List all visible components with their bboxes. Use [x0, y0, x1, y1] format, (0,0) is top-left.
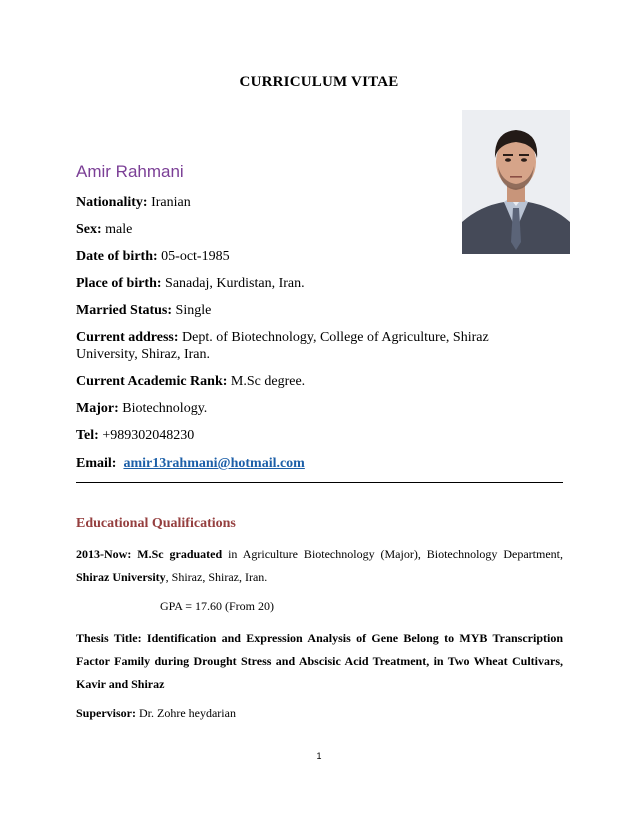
education-university: Shiraz University — [76, 570, 166, 584]
sex-row — [76, 221, 132, 238]
academic-rank-label: Current Academic Rank: — [76, 374, 228, 389]
tel-row — [76, 427, 194, 444]
email-label: Email: — [76, 456, 117, 471]
tel-label: Tel: — [76, 428, 99, 443]
education-entry — [76, 543, 563, 589]
current-address-label: Current address: — [76, 330, 179, 345]
section-divider — [76, 482, 563, 483]
date-of-birth-label: Date of birth: — [76, 249, 158, 264]
portrait-photo — [462, 110, 570, 254]
education-period: 2013-Now: M.Sc graduated — [76, 547, 223, 561]
married-status-row — [76, 302, 211, 319]
academic-rank-value: M.Sc degree. — [227, 374, 306, 389]
supervisor-label: Supervisor: — [76, 706, 136, 720]
education-section-title: Educational Qualifications — [76, 516, 236, 531]
date-of-birth-row — [76, 248, 230, 265]
portrait-image — [462, 110, 570, 254]
sex-value: male — [101, 222, 133, 237]
date-of-birth-value: 05-oct-1985 — [157, 249, 230, 264]
place-of-birth-label: Place of birth: — [76, 276, 162, 291]
document-title: CURRICULUM VITAE — [239, 74, 399, 90]
gpa-value: GPA = 17.60 (From 20) — [160, 599, 275, 613]
tel-value: +989302048230 — [98, 428, 195, 443]
place-of-birth-value: Sanadaj, Kurdistan, Iran. — [161, 276, 305, 291]
current-address-row — [76, 329, 546, 363]
married-status-label: Married Status: — [76, 303, 173, 318]
email-row — [76, 455, 305, 472]
supervisor-row — [76, 706, 236, 721]
nationality-label: Nationality: — [76, 195, 148, 210]
major-value: Biotechnology. — [118, 401, 208, 416]
major-label: Major: — [76, 401, 119, 416]
sex-label: Sex: — [76, 222, 102, 237]
supervisor-value: Dr. Zohre heydarian — [136, 706, 236, 720]
married-status-value: Single — [172, 303, 212, 318]
education-description: in Agriculture Biotechnology (Major), Biotechnology Department, — [222, 547, 563, 561]
email-link[interactable]: amir13rahmani@hotmail.com — [123, 456, 305, 471]
nationality-row — [76, 194, 191, 211]
education-location: , Shiraz, Shiraz, Iran. — [165, 570, 268, 584]
place-of-birth-row — [76, 275, 305, 292]
major-row — [76, 400, 207, 417]
nationality-value: Iranian — [147, 195, 191, 210]
academic-rank-row — [76, 373, 305, 390]
applicant-name: Amir Rahmani — [76, 162, 184, 181]
page-number: 1 — [316, 751, 322, 761]
current-address-value: Dept. of Biotechnology, College of Agriculture, Shiraz University, Shiraz, Iran. — [76, 330, 489, 362]
thesis-title: Thesis Title: Identification and Expression Analysis of Gene Belong to MYB Transcription Factor Family during Drought Stress and Abscisic Acid Treatment, in Two Wheat Cultivars, Kavir and Shiraz — [76, 631, 563, 691]
